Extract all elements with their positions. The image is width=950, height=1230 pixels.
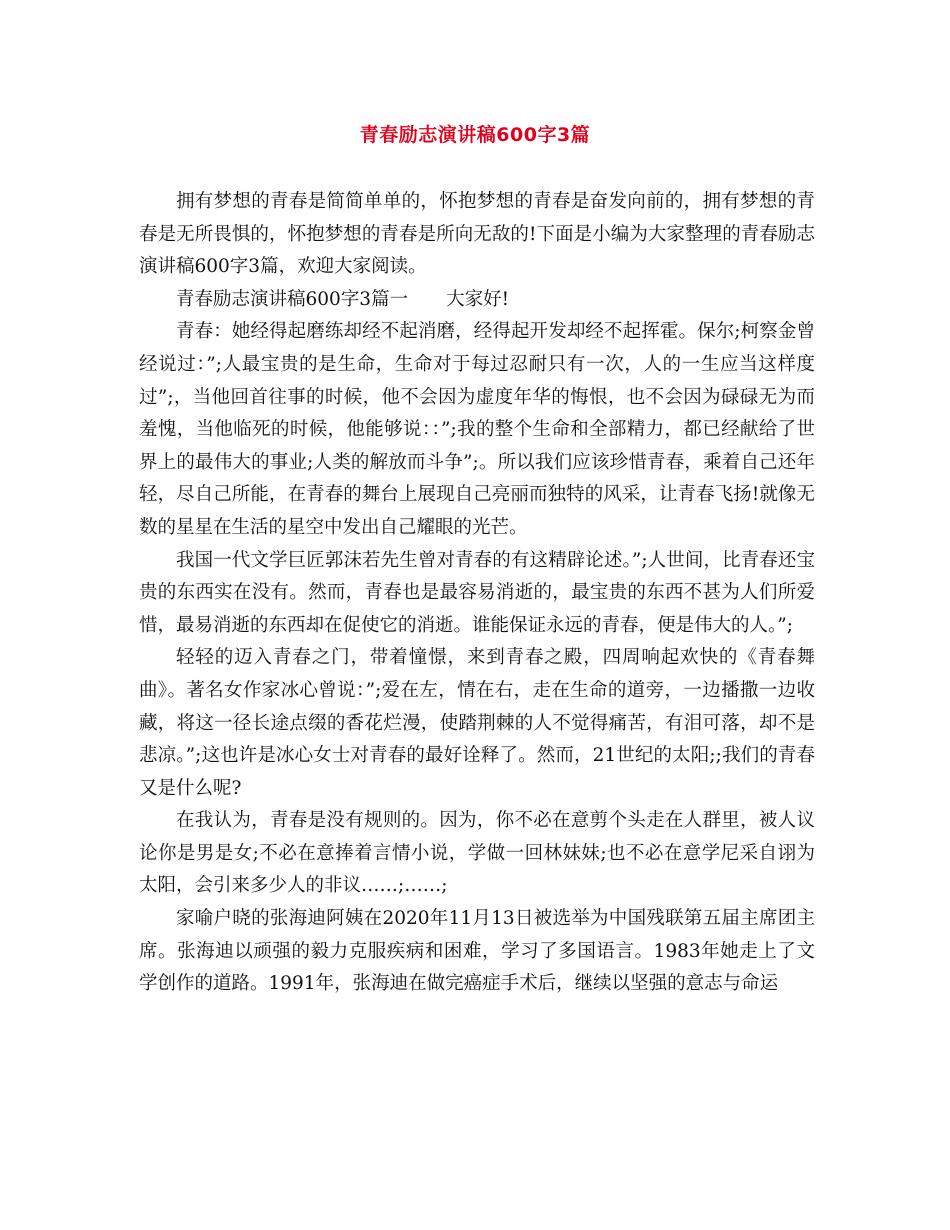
document-body bbox=[139, 186, 815, 1001]
greeting: 大家好! bbox=[446, 288, 510, 310]
section-heading-line bbox=[139, 284, 815, 317]
section-heading: 青春励志演讲稿600字3篇一 bbox=[176, 288, 409, 310]
body-paragraph: 青春：她经得起磨练却经不起消磨，经得起开发却经不起挥霍。保尔;柯察金曾经说过：”;人最宝贵的是生命，生命对于每过忍耐只有一次，人的一生应当这样度过”;，当他回首往事的时候，他不会因为虚度年华的悔恨，也不会因为碌碌无为而羞愧，当他临死的时候，他能够说：：”;我的整个生命和全部精力，都已经献给了世界上的最伟大的事业;人类的解放而斗争”;。所以我们应该珍惜青春，乘着自己还年轻，尽自己所能，在青春的舞台上展现自己亮丽而独特的风采，让青春飞扬!就像无数的星星在生活的星空中发出自己耀眼的光芒。 bbox=[139, 321, 815, 538]
intro-paragraph: 拥有梦想的青春是简简单单的，怀抱梦想的青春是奋发向前的，拥有梦想的青春是无所畏惧的，怀抱梦想的青春是所向无敌的!下面是小编为大家整理的青春励志演讲稿600字3篇，欢迎大家阅读。 bbox=[139, 191, 815, 278]
body-paragraph: 家喻户晓的张海迪阿姨在2020年11月13日被选举为中国残联第五届主席团主席。张海迪以顽强的毅力克服疾病和困难，学习了多国语言。1983年她走上了文学创作的道路。1991年，张海迪在做完癌症手术后，继续以坚强的意志与命运 bbox=[139, 908, 815, 995]
body-paragraph: 我国一代文学巨匠郭沫若先生曾对青春的有这精辟论述。”;人世间，比青春还宝贵的东西实在没有。然而，青春也是最容易消逝的，最宝贵的东西不甚为人们所爱惜，最易消逝的东西却在促使它的消逝。谁能保证永远的青春，便是伟大的人。”; bbox=[139, 549, 815, 636]
body-paragraph: 轻轻的迈入青春之门，带着憧憬，来到青春之殿，四周响起欢快的《青春舞曲》。著名女作家冰心曾说：”;爱在左，情在右，走在生命的道旁，一边播撒一边收藏，将这一径长途点缀的香花烂漫，使踏荆棘的人不觉得痛苦，有泪可落，却不是悲凉。”;这也许是冰心女士对青春的最好诠释了。然而，21世纪的太阳;;我们的青春又是什么呢? bbox=[139, 647, 815, 799]
body-paragraph: 在我认为，青春是没有规则的。因为，你不必在意剪个头走在人群里，被人议论你是男是女;不必在意捧着言情小说，学做一回林妹妹;也不必在意学尼采自诩为太阳，会引来多少人的非议……;……; bbox=[139, 810, 815, 897]
document-title: 青春励志演讲稿600字3篇 bbox=[359, 124, 591, 146]
